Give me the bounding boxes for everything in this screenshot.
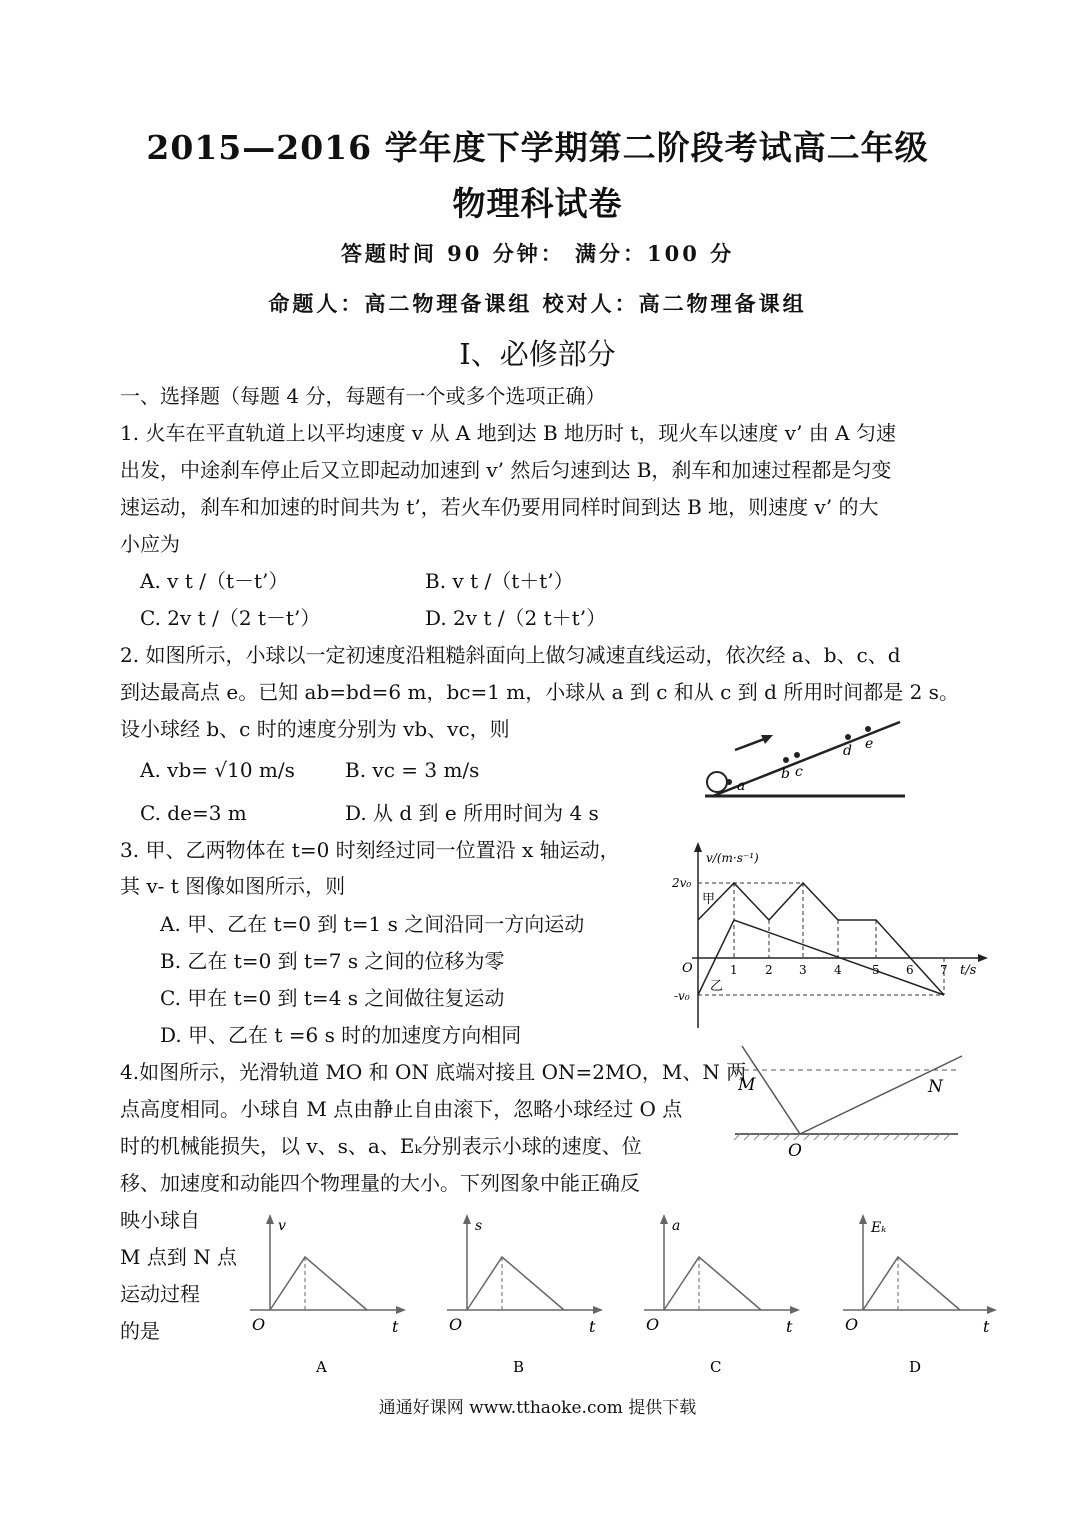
graph-d-ylabel: Eₖ — [871, 1220, 887, 1236]
graph-c-t: t — [786, 1317, 793, 1336]
vt-graph — [672, 838, 992, 1033]
v-axis-arrow — [694, 842, 702, 852]
graph-c-origin: O — [646, 1315, 660, 1334]
q4-line-2: 点高度相同。小球自 M 点由静止自由滚下，忽略小球经过 O 点 — [120, 1097, 683, 1121]
q2-option-b: B. vc = 3 m/s — [345, 758, 480, 782]
q3-option-a: A. 甲、乙在 t=0 到 t=1 s 之间沿同一方向运动 — [160, 912, 585, 936]
q2-option-a: A. vb= √10 m/s — [140, 758, 295, 782]
authors: 命题人：高二物理备课组 校对人：高二物理备课组 — [268, 291, 807, 316]
graph-a — [240, 1210, 410, 1380]
point-d — [845, 734, 851, 740]
label-jia: 甲 — [702, 892, 716, 907]
graph-c-caption: C — [710, 1358, 722, 1376]
graph-b-curve — [467, 1257, 564, 1310]
graph-b-t: t — [589, 1317, 596, 1336]
label-b: b — [781, 766, 790, 782]
q1-option-c: C. 2v t /（2 t－t’） — [140, 606, 321, 630]
tick-3: 3 — [799, 963, 807, 977]
ball — [707, 772, 727, 792]
graph-d-caption: D — [909, 1358, 922, 1376]
q2-line-2: 到达最高点 e。已知 ab=bd=6 m，bc=1 m，小球从 a 到 c 和从 c 到 d 所用时间都是 2 s。 — [120, 680, 959, 704]
label-o: O — [788, 1141, 802, 1161]
exam-title: 2015—2016 学年度下学期第二阶段考试高二年级 — [146, 128, 929, 167]
graph-d-origin: O — [845, 1315, 859, 1334]
tick-6: 6 — [906, 963, 914, 977]
q1-line-2: 出发，中途刹车停止后又立即起动加速到 v’ 然后匀速到达 B，刹车和加速过程都是匀变 — [120, 458, 892, 482]
tick-neg-v0: -v₀ — [674, 989, 690, 1003]
q1-line-4: 小应为 — [120, 532, 180, 556]
graph-a-ylabel: v — [278, 1218, 286, 1234]
footer: 通通好课网 www.tthaoke.com 提供下载 — [378, 1398, 697, 1418]
ground-hatch — [734, 1134, 950, 1140]
label-e: e — [865, 736, 874, 752]
graph-d-t: t — [983, 1317, 990, 1336]
graph-a-t: t — [392, 1317, 399, 1336]
tick-7: 7 — [940, 963, 948, 977]
label-m: M — [738, 1075, 756, 1095]
graph-b-ylabel: s — [475, 1218, 483, 1234]
graph-d-curve — [863, 1257, 960, 1310]
q4-line-3: 时的机械能损失，以 v、s、a、Eₖ分别表示小球的速度、位 — [120, 1134, 642, 1158]
q4-side-3: 运动过程 — [120, 1282, 200, 1306]
section-title: I、必修部分 — [459, 337, 616, 371]
track-figure — [730, 1042, 965, 1162]
graph-c-curve — [664, 1257, 761, 1310]
label-n: N — [928, 1077, 943, 1097]
q1-option-d: D. 2v t /（2 t＋t’） — [425, 606, 607, 630]
q1-option-b: B. v t /（t＋t’） — [425, 569, 574, 593]
tick-2: 2 — [765, 963, 773, 977]
subject-title: 物理科试卷 — [452, 184, 623, 223]
point-c — [794, 752, 800, 758]
label-c: c — [795, 764, 803, 780]
graph-b — [437, 1210, 607, 1380]
q4-side-2: M 点到 N 点 — [120, 1245, 238, 1269]
q3-option-b: B. 乙在 t=0 到 t=7 s 之间的位移为零 — [160, 949, 505, 973]
incline-figure — [695, 712, 915, 802]
q4-line-1: 4.如图所示，光滑轨道 MO 和 ON 底端对接且 ON=2MO，M、N 两 — [120, 1060, 747, 1084]
q4-side-1: 映小球自 — [120, 1208, 200, 1232]
graph-c — [634, 1210, 804, 1380]
q4-side-4: 的是 — [120, 1319, 160, 1343]
point-a — [726, 779, 732, 785]
q3-line-2: 其 v- t 图像如图所示，则 — [120, 874, 346, 898]
part-heading: 一、选择题（每题 4 分，每题有一个或多个选项正确） — [120, 384, 606, 408]
label-yi: 乙 — [710, 979, 724, 994]
point-b — [783, 757, 789, 763]
xlabel: t/s — [960, 963, 977, 978]
graph-a-caption: A — [316, 1358, 327, 1376]
ylabel: v/(m·s⁻¹) — [706, 851, 759, 865]
q1-line-1: 1. 火车在平直轨道上以平均速度 v 从 A 地到达 B 地历时 t，现火车以速度 v’ 由 A 匀速 — [120, 421, 896, 445]
tick-1: 1 — [730, 963, 738, 977]
q1-line-3: 速运动，刹车和加速的时间共为 t’，若火车仍要用同样时间到达 B 地，则速度 v’ 的大 — [120, 495, 879, 519]
q4-line-4: 移、加速度和动能四个物理量的大小。下列图象中能正确反 — [120, 1171, 640, 1195]
tick-5: 5 — [872, 963, 880, 977]
graph-d — [833, 1210, 1003, 1380]
q2-line-3: 设小球经 b、c 时的速度分别为 vb、vc，则 — [120, 717, 510, 741]
label-d: d — [843, 743, 852, 759]
q3-option-c: C. 甲在 t=0 到 t=4 s 之间做往复运动 — [160, 986, 505, 1010]
q2-line-1: 2. 如图所示，小球以一定初速度沿粗糙斜面向上做匀减速直线运动，依次经 a、b、c、d — [120, 643, 901, 667]
velocity-arrow — [735, 738, 767, 750]
origin-label: O — [682, 961, 693, 976]
point-e — [865, 726, 871, 732]
time-info: 答题时间 90 分钟： 满分：100 分 — [340, 241, 735, 266]
graph-c-ylabel: a — [672, 1218, 681, 1234]
graph-a-curve — [270, 1257, 367, 1310]
graph-b-origin: O — [449, 1315, 463, 1334]
q2-option-d: D. 从 d 到 e 所用时间为 4 s — [345, 801, 599, 825]
series-jia — [698, 883, 944, 995]
q3-line-1: 3. 甲、乙两物体在 t=0 时刻经过同一位置沿 x 轴运动， — [120, 838, 620, 862]
t-axis-arrow — [978, 954, 988, 962]
q1-option-a: A. v t /（t－t’） — [140, 569, 289, 593]
graph-b-caption: B — [513, 1358, 525, 1376]
dashed-guides — [698, 883, 944, 995]
tick-2v0: 2v₀ — [672, 876, 692, 890]
q2-option-c: C. de=3 m — [140, 801, 247, 825]
q3-option-d: D. 甲、乙在 t =6 s 时的加速度方向相同 — [160, 1023, 522, 1047]
tick-4: 4 — [834, 963, 842, 977]
label-a: a — [737, 778, 746, 794]
graph-a-origin: O — [252, 1315, 266, 1334]
